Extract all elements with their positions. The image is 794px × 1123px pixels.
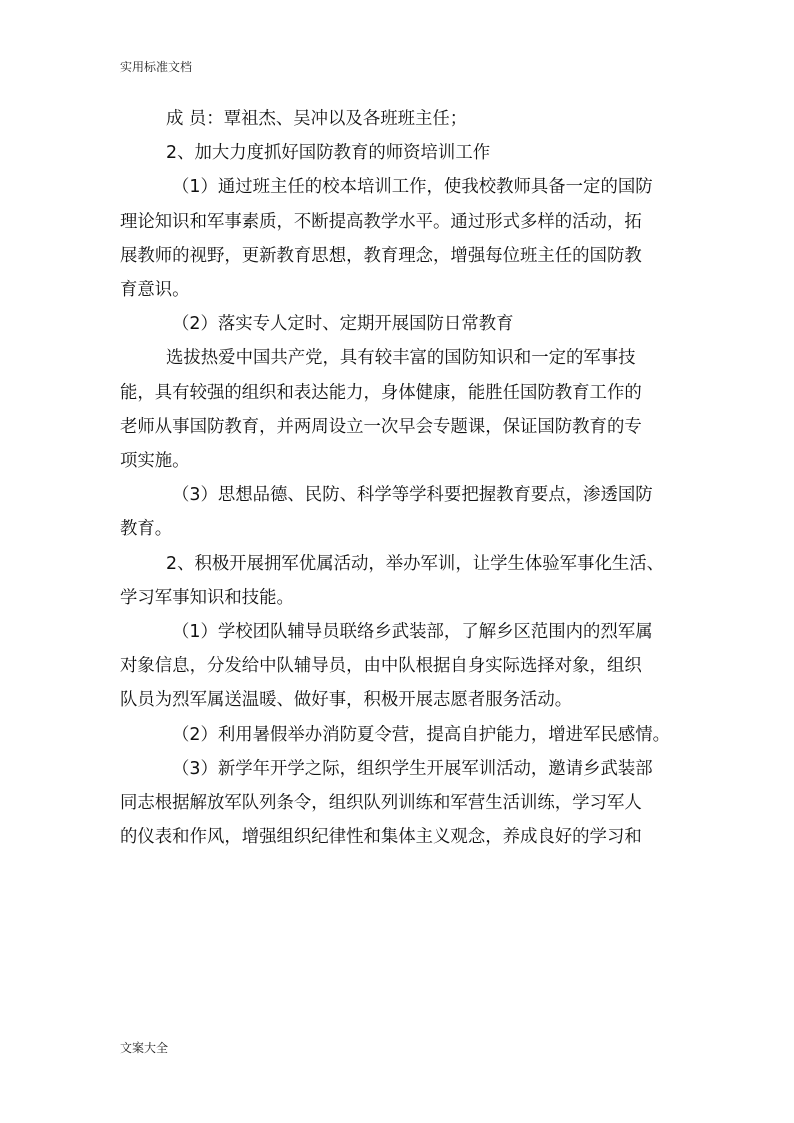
paragraph-line: （3）新学年开学之际，组织学生开展军训活动，邀请乡武装部	[172, 758, 653, 779]
paragraph-line: （1）通过班主任的校本培训工作，使我校教师具备一定的国防	[172, 177, 653, 198]
paragraph-line: 同志根据解放军队列条令，组织队列训练和军营生活训练，学习军人	[120, 793, 642, 814]
paragraph-line: （3）思想品德、民防、科学等学科要把握教育要点，渗透国防	[172, 485, 653, 506]
document-body	[120, 102, 680, 854]
page-header: 实用标准文档	[120, 60, 193, 74]
paragraph-line: 选拔热爱中国共产党，具有较丰富的国防知识和一定的军事技	[166, 348, 636, 369]
paragraph-line: （1）学校团队辅导员联络乡武装部，了解乡区范围内的烈军属	[172, 622, 653, 643]
paragraph-line: 队员为烈军属送温暖、做好事，积极开展志愿者服务活动。	[120, 690, 573, 711]
page-footer: 文案大全	[120, 1041, 169, 1055]
paragraph-line: （2）利用暑假举办消防夏令营，提高自护能力，增进军民感情。	[172, 724, 671, 745]
paragraph-line: 理论知识和军事素质，不断提高教学水平。通过形式多样的活动，拓	[120, 211, 642, 232]
section-heading: 2、积极开展拥军优属活动，举办军训，让学生体验军事化生活、	[166, 553, 665, 574]
paragraph-line: 的仪表和作风，增强组织纪律性和集体主义观念，养成良好的学习和	[120, 827, 642, 848]
paragraph-line: 能，具有较强的组织和表达能力，身体健康，能胜任国防教育工作的	[120, 382, 642, 403]
paragraph-line: 对象信息，分发给中队辅导员，由中队根据自身实际选择对象，组织	[120, 656, 642, 677]
paragraph-line: 展教师的视野，更新教育思想，教育理念，增强每位班主任的国防教	[120, 245, 642, 266]
member-line: 成 员：覃祖杰、吴冲以及各班班主任；	[166, 109, 468, 129]
paragraph-line: 项实施。	[120, 451, 190, 472]
subsection-heading: （2）落实专人定时、定期开展国防日常教育	[172, 314, 514, 335]
paragraph-line: 老师从事国防教育，并两周设立一次早会专题课，保证国防教育的专	[120, 416, 642, 437]
paragraph-line: 育意识。	[120, 280, 190, 301]
paragraph-line: 教育。	[120, 519, 173, 540]
section-heading: 2、加大力度抓好国防教育的师资培训工作	[166, 143, 491, 164]
paragraph-line: 学习军事知识和技能。	[120, 587, 294, 608]
